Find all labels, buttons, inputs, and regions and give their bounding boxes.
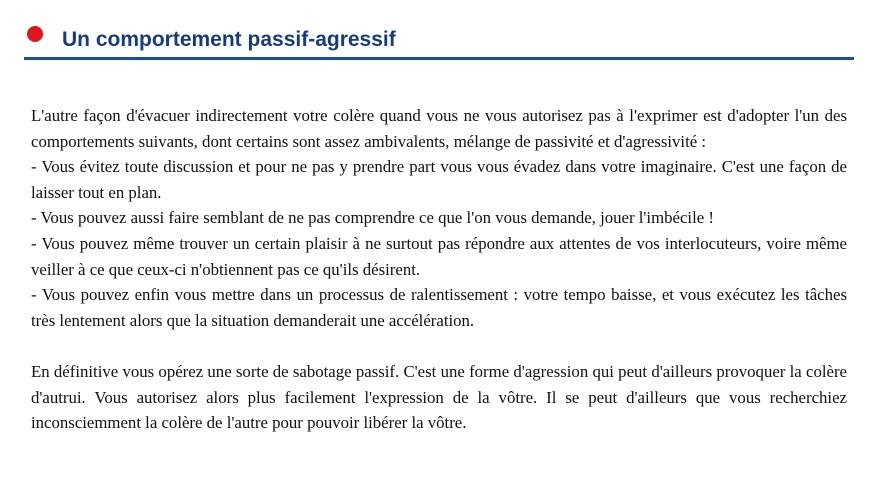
- list-item: - Vous pouvez enfin vous mettre dans un processus de ralentissement : votre tempo baisse, et vous exécutez les tâches très lentement alors que la situation demanderait une accélération.: [31, 285, 847, 330]
- red-dot-icon: [27, 26, 43, 42]
- list-item: - Vous pouvez aussi faire semblant de ne pas comprendre ce que l'on vous demande, jouer l'imbécile !: [31, 208, 714, 228]
- intro-paragraph: L'autre façon d'évacuer indirectement votre colère quand vous ne vous autorisez pas à l'exprimer est d'adopter l'un des comportements suivants, dont certains sont assez ambivalents, mélange de passivité et d'agressivité :: [31, 106, 847, 151]
- list-item: - Vous pouvez même trouver un certain plaisir à ne surtout pas répondre aux attentes de vos interlocuteurs, voire même veiller à ce que ceux-ci n'obtiennent pas ce qu'ils désirent.: [31, 233, 847, 279]
- conclusion-paragraph: En définitive vous opérez une sorte de sabotage passif. C'est une forme d'agression qui peut d'ailleurs provoquer la colère d'autrui. Vous autorisez alors plus facilement l'expression de la vôtre. Il se peut d'ailleurs que vous recherchiez inconsciemment la colère de l'autre pour pouvoir libérer la vôtre.: [31, 361, 847, 433]
- list-item: - Vous évitez toute discussion et pour ne pas y prendre part vous vous évadez dans votre imaginaire. C'est une façon de laisser tout en plan.: [31, 157, 847, 202]
- article-body: [31, 103, 847, 436]
- section-header: [24, 20, 854, 60]
- header-divider: [24, 57, 854, 60]
- page-title: Un comportement passif-agressif: [62, 28, 396, 51]
- paragraph-gap: [31, 333, 847, 359]
